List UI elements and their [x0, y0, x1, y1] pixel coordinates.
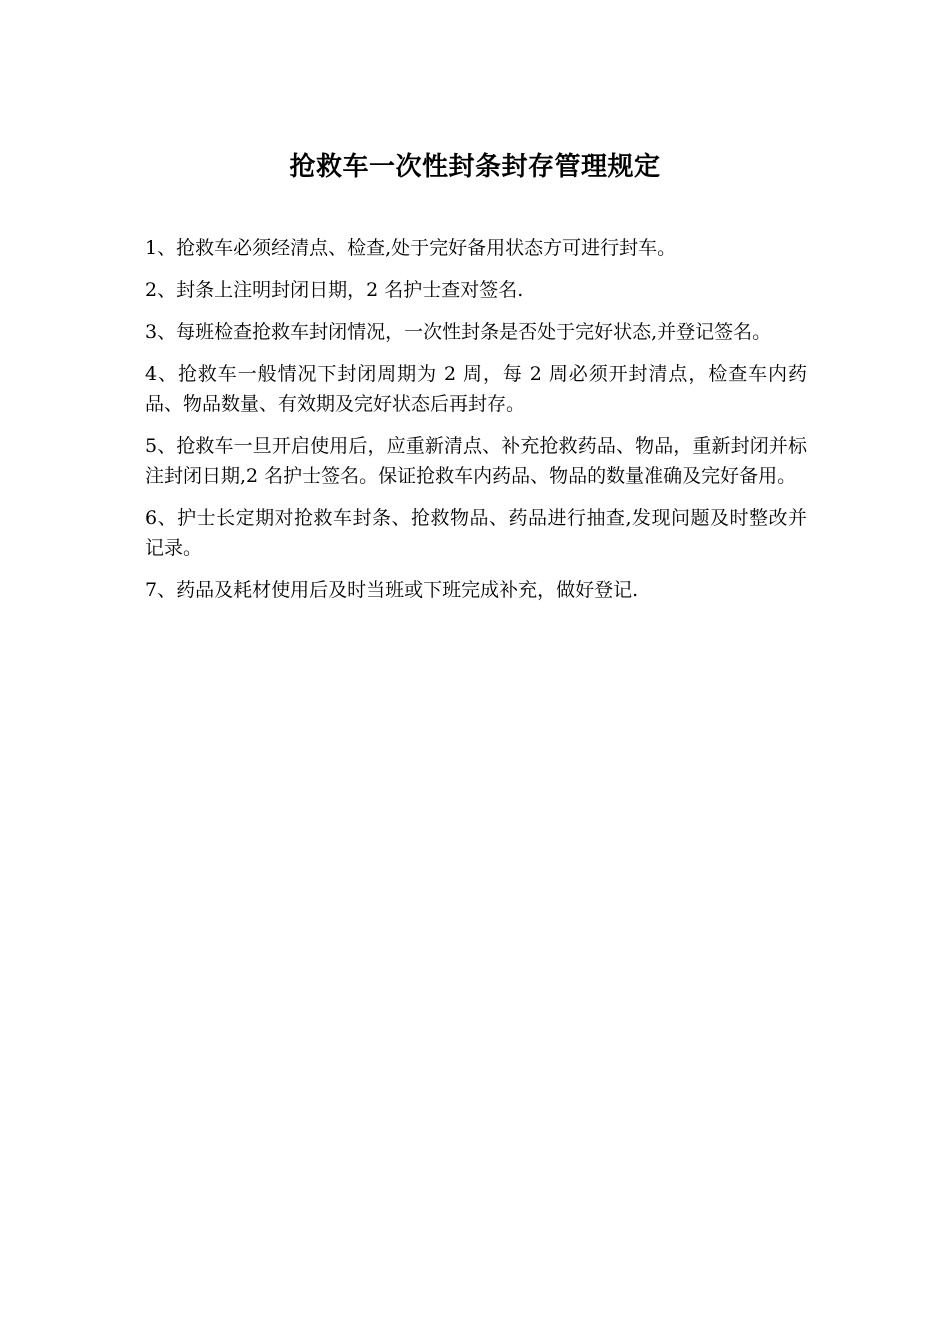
rule-item-3: 3、每班检查抢救车封闭情况，一次性封条是否处于完好状态,并登记签名。 [145, 321, 772, 343]
rule-item-7: 7、药品及耗材使用后及时当班或下班完成补充，做好登记. [145, 579, 639, 601]
page-title: 抢救车一次性封条封存管理规定 [289, 152, 661, 183]
rule-item-1: 1、抢救车必须经清点、检查,处于完好备用状态方可进行封车。 [145, 237, 677, 259]
rules-list [145, 233, 807, 617]
rule-item-4: 4、抢救车一般情况下封闭周期为 2 周，每 2 周必须开封清点，检查车内药品、物品数量、有效期及完好状态后再封存。 [145, 363, 807, 415]
rule-item-6: 6、护士长定期对抢救车封条、抢救物品、药品进行抽查,发现问题及时整改并记录。 [145, 507, 807, 559]
rule-item-5: 5、抢救车一旦开启使用后，应重新清点、补充抢救药品、物品，重新封闭并标注封闭日期,2 名护士签名。保证抢救车内药品、物品的数量准确及完好备用。 [145, 435, 807, 487]
rule-item-2: 2、封条上注明封闭日期，2 名护士查对签名. [145, 279, 524, 301]
